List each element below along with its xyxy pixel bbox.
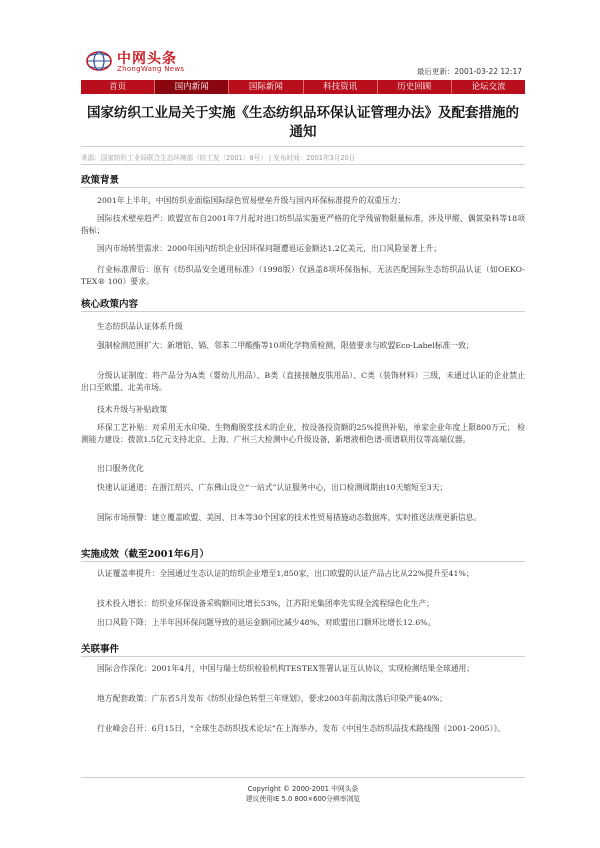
title-divider (81, 146, 525, 147)
section-heading-events: 关联事件 (81, 644, 120, 655)
section-heading-background: 政策背景 (81, 175, 120, 186)
nav-item-home[interactable]: 首页 (81, 80, 155, 94)
paragraph: 国际合作深化：2001年4月，中国与瑞士纺织检验机构TESTEX签署认证互认协议，实现检测结果全球通用； (97, 664, 475, 673)
nav-item-forum[interactable]: 论坛交流 (471, 82, 506, 92)
paragraph: 出口风险下降：上半年因环保问题导致的退运金额同比减少48%，对欧盟出口额环比增长12.6%。 (97, 618, 436, 627)
article-title: 国家纺织工业局关于实施《生态纺织品环保认证管理办法》及配套措施的通知 (87, 105, 519, 140)
footer-browser-note: 建议使用IE 5.0 800×600分辨率浏览 (245, 795, 361, 803)
paragraph: 分级认证制度：将产品分为A类（婴幼儿用品）、B类（直接接触皮肤用品）、C类（装饰材料）三级，未通过认证的企业禁止出口至欧盟、北美市场。 (81, 371, 525, 392)
site-header (81, 44, 525, 78)
paragraph: 环保工艺补贴：对采用无水印染、生物酶脱浆技术的企业，按设备投资额的25%提供补贴，单家企业年度上限800万元； 检测能力建设：拨款1.5亿元支持北京、上海、广州三大检测中心升级设备，新增液相色谱-质谱联用仪等高端仪器。 (81, 423, 525, 444)
site-brand-name[interactable]: 中网头条 (117, 51, 177, 67)
sub-heading: 技术升级与补贴政策 (97, 405, 168, 414)
globe-logo-icon[interactable] (85, 50, 113, 72)
paragraph: 行业标准滞后：原有《纺织品安全通用标准》（1998版）仅涵盖8项环保指标，无法匹配国际生态纺织品认证（如OEKO-TEX® 100）要求。 (81, 265, 525, 286)
section-divider (81, 561, 525, 562)
main-nav (81, 80, 525, 94)
paragraph: 认证覆盖率提升：全国通过生态认证的纺织企业增至1,850家，出口欧盟的认证产品占比从22%提升至41%； (97, 569, 474, 578)
meta-divider (81, 164, 525, 165)
paragraph: 国际技术壁垒趋严：欧盟宣布自2001年7月起对进口纺织品实施更严格的化学残留物限量标准，涉及甲醛、偶氮染料等18项指标； (81, 214, 525, 235)
section-heading-core: 核心政策内容 (81, 299, 139, 310)
footer-copyright: Copyright © 2000-2001 中网头条 (247, 785, 359, 793)
section-divider (81, 656, 525, 657)
nav-item-history[interactable]: 历史回顾 (378, 80, 452, 94)
paragraph: 快速认证通道：在浙江绍兴、广东佛山设立“一站式”认证服务中心，出口检测周期由10天缩短至3天； (97, 483, 448, 492)
sub-heading: 生态纺织品认证体系升级 (97, 322, 183, 331)
last-updated: 最后更新：2001-03-22 12:17 (416, 67, 522, 76)
footer-divider (81, 777, 525, 778)
article-meta: 来源：国家纺织工业局联合生态环境部（纺工发〔2001〕8号） | 发布时间：2001年3月20日 (81, 154, 356, 162)
site-brand-english: ZhongWang News (117, 65, 185, 73)
nav-item-domestic-news[interactable]: 国内新闻 (155, 80, 229, 94)
sub-heading: 出口服务优化 (97, 464, 144, 473)
section-divider (81, 187, 525, 188)
paragraph: 地方配套政策：广东省5月发布《纺织业绿色转型三年规划》，要求2003年前淘汰落后印染产能40%； (97, 694, 448, 703)
nav-item-international-news[interactable]: 国际新闻 (229, 80, 303, 94)
paragraph: 行业峰会召开：6月15日，“全球生态纺织技术论坛”在上海举办，发布《中国生态纺织品技术路线图（2001-2005）》。 (97, 724, 506, 733)
paragraph: 国际市场预警：建立覆盖欧盟、美国、日本等30个国家的技术性贸易措施动态数据库，实时推送法规更新信息。 (97, 513, 482, 522)
nav-item-tech-news[interactable]: 科技资讯 (304, 80, 378, 94)
paragraph: 国内市场转型需求：2000年国内纺织企业因环保问题遭退运金额达1.2亿美元，出口风险显著上升； (97, 244, 442, 253)
section-divider (81, 311, 525, 312)
paragraph: 技术投入增长：纺织业环保设备采购额同比增长53%，江苏阳光集团率先实现全流程绿色化生产； (97, 599, 434, 608)
section-heading-results: 实施成效（截至2001年6月） (81, 549, 210, 560)
paragraph: 强制检测范围扩大：新增铅、镉、邻苯二甲酸酯等10项化学物质检测，限值要求与欧盟Eco-Label标准一致； (97, 341, 474, 350)
paragraph: 2001年上半年，中国纺织业面临国际绿色贸易壁垒升级与国内环保标准提升的双重压力： (97, 196, 406, 205)
